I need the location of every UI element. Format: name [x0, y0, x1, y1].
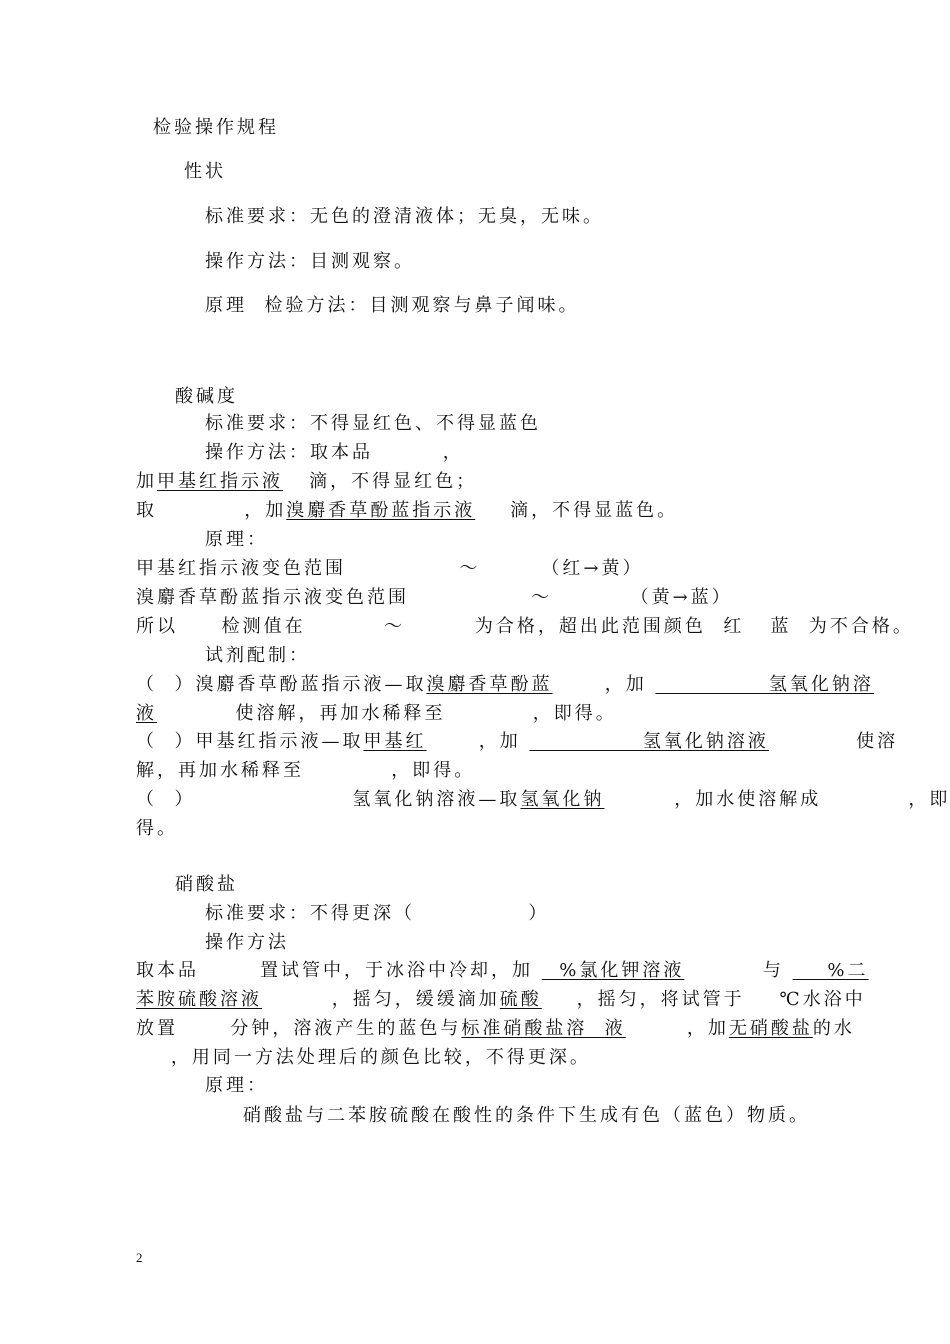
reagent-prep-3-cont: 得。: [136, 818, 178, 839]
nitrate-method-label: 操作方法: [205, 932, 289, 953]
acidity-standard: 标准要求：不得显红色、不得显蓝色: [205, 413, 541, 434]
acidity-step-1: 加甲基红指示液 滴，不得显红色；: [136, 471, 478, 492]
reagent-prep-1-cont: 液 使溶解，再加水稀释至 ，即得。: [136, 703, 617, 724]
properties-standard: 标准要求：无色的澄清液体；无臭，无味。: [205, 206, 604, 227]
nitrate-step-3: 放置 分钟，溶液产生的蓝色与标准硝酸盐溶 液 ，加无硝酸盐的水: [136, 1018, 855, 1039]
document-heading: 检验操作规程: [153, 117, 279, 138]
nitrate-step-4: ，用同一方法处理后的颜色比较，不得更深。: [136, 1047, 591, 1068]
acidity-principle-label: 原理：: [205, 529, 268, 550]
nitrate-step-2: 苯胺硫酸溶液 ，摇匀，缓缓滴加硫酸 ，摇匀，将试管于 ℃水浴中: [136, 989, 866, 1010]
page-number: 2: [136, 1250, 143, 1265]
properties-principle: 原理 检验方法：目测观察与鼻子闻味。: [205, 295, 580, 316]
nitrate-principle-label: 原理：: [205, 1075, 268, 1096]
reagent-prep-1: （ ）溴麝香草酚蓝指示液—取溴麝香草酚蓝 ，加 氢氧化钠溶: [136, 674, 874, 695]
nitrate-step-1: 取本品 置试管中，于冰浴中冷却，加 %氯化钾溶液 与 %二: [136, 960, 869, 981]
reagent-label: 试剂配制：: [205, 645, 310, 666]
section-title-properties: 性状: [184, 161, 226, 182]
acidity-conclusion: 所以 检测值在 ～ 为合格，超出此范围颜色 红 蓝 为不合格。: [136, 616, 914, 637]
nitrate-principle: 硝酸盐与二苯胺硫酸在酸性的条件下生成有色（蓝色）物质。: [243, 1105, 810, 1126]
acidity-method: 操作方法：取本品 ，: [205, 442, 464, 463]
reagent-prep-2-cont: 解，再加水稀释至 ，即得。: [136, 760, 476, 781]
properties-method: 操作方法：目测观察。: [205, 251, 415, 272]
section-title-acidity: 酸碱度: [175, 386, 238, 407]
nitrate-standard: 标准要求：不得更深（ ）: [205, 903, 550, 924]
section-title-nitrate: 硝酸盐: [175, 874, 238, 895]
acidity-step-2: 取 ，加溴麝香草酚蓝指示液 滴，不得显蓝色。: [136, 500, 679, 521]
acidity-range-bromothymol: 溴麝香草酚蓝指示液变色范围 ～ （黄→蓝）: [136, 587, 733, 608]
reagent-prep-2: （ ）甲基红指示液—取甲基红 ，加 氢氧化钠溶液 使溶: [136, 731, 899, 752]
acidity-range-methyl-red: 甲基红指示液变色范围 ～ （红→黄）: [136, 558, 644, 579]
reagent-prep-3: （ ） 氢氧化钠溶液—取氢氧化钠 ，加水使溶解成 ，即: [136, 789, 950, 810]
